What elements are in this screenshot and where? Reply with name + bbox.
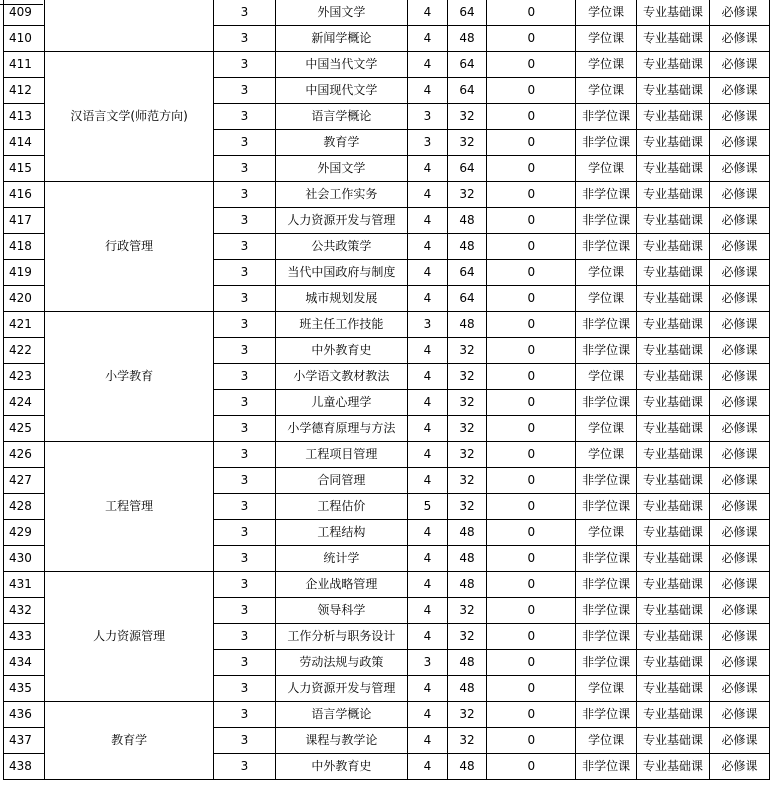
credits-cell: 4 <box>408 78 447 104</box>
degree-type-cell: 学位课 <box>576 52 637 78</box>
course-name-cell: 中国现代文学 <box>275 78 408 104</box>
row-number-cell: 428 <box>4 494 45 520</box>
hours-cell: 32 <box>447 702 487 728</box>
hours-cell: 32 <box>447 416 487 442</box>
hours-cell: 48 <box>447 546 487 572</box>
hours-cell: 64 <box>447 260 487 286</box>
row-number-cell: 417 <box>4 208 45 234</box>
term-cell: 3 <box>214 130 275 156</box>
term-cell: 3 <box>214 104 275 130</box>
credits-cell: 4 <box>408 572 447 598</box>
practice-hours-cell: 0 <box>487 260 576 286</box>
requirement-cell: 必修课 <box>710 312 770 338</box>
practice-hours-cell: 0 <box>487 416 576 442</box>
term-cell: 3 <box>214 390 275 416</box>
hours-cell: 32 <box>447 442 487 468</box>
course-category-cell: 专业基础课 <box>637 546 710 572</box>
credits-cell: 3 <box>408 312 447 338</box>
course-table-body <box>4 0 770 780</box>
credits-cell: 4 <box>408 442 447 468</box>
term-cell: 3 <box>214 364 275 390</box>
requirement-cell: 必修课 <box>710 416 770 442</box>
term-cell: 3 <box>214 676 275 702</box>
term-cell: 3 <box>214 156 275 182</box>
term-cell: 3 <box>214 208 275 234</box>
course-category-cell: 专业基础课 <box>637 26 710 52</box>
term-cell: 3 <box>214 572 275 598</box>
course-name-cell: 中外教育史 <box>275 338 408 364</box>
course-name-cell: 课程与教学论 <box>275 728 408 754</box>
requirement-cell: 必修课 <box>710 52 770 78</box>
course-category-cell: 专业基础课 <box>637 676 710 702</box>
course-category-cell: 专业基础课 <box>637 52 710 78</box>
hours-cell: 48 <box>447 676 487 702</box>
table-row <box>4 182 770 208</box>
course-category-cell: 专业基础课 <box>637 728 710 754</box>
credits-cell: 3 <box>408 650 447 676</box>
hours-cell: 48 <box>447 234 487 260</box>
degree-type-cell: 非学位课 <box>576 234 637 260</box>
practice-hours-cell: 0 <box>487 182 576 208</box>
course-category-cell: 专业基础课 <box>637 598 710 624</box>
course-category-cell: 专业基础课 <box>637 182 710 208</box>
credits-cell: 4 <box>408 624 447 650</box>
row-number-cell: 425 <box>4 416 45 442</box>
course-category-cell: 专业基础课 <box>637 312 710 338</box>
practice-hours-cell: 0 <box>487 624 576 650</box>
requirement-cell: 必修课 <box>710 182 770 208</box>
requirement-cell: 必修课 <box>710 156 770 182</box>
degree-type-cell: 非学位课 <box>576 182 637 208</box>
course-name-cell: 儿童心理学 <box>275 390 408 416</box>
credits-cell: 4 <box>408 754 447 780</box>
practice-hours-cell: 0 <box>487 208 576 234</box>
course-category-cell: 专业基础课 <box>637 78 710 104</box>
course-name-cell: 劳动法规与政策 <box>275 650 408 676</box>
hours-cell: 48 <box>447 520 487 546</box>
degree-type-cell: 非学位课 <box>576 312 637 338</box>
practice-hours-cell: 0 <box>487 286 576 312</box>
term-cell: 3 <box>214 754 275 780</box>
term-cell: 3 <box>214 494 275 520</box>
requirement-cell: 必修课 <box>710 754 770 780</box>
course-category-cell: 专业基础课 <box>637 234 710 260</box>
practice-hours-cell: 0 <box>487 546 576 572</box>
course-name-cell: 当代中国政府与制度 <box>275 260 408 286</box>
course-name-cell: 小学德育原理与方法 <box>275 416 408 442</box>
practice-hours-cell: 0 <box>487 0 576 26</box>
row-number-cell: 423 <box>4 364 45 390</box>
row-number-cell: 437 <box>4 728 45 754</box>
course-name-cell: 外国文学 <box>275 156 408 182</box>
degree-type-cell: 非学位课 <box>576 494 637 520</box>
hours-cell: 48 <box>447 26 487 52</box>
credits-cell: 3 <box>408 104 447 130</box>
degree-type-cell: 非学位课 <box>576 208 637 234</box>
row-number-cell: 436 <box>4 702 45 728</box>
credits-cell: 4 <box>408 364 447 390</box>
row-number-cell: 414 <box>4 130 45 156</box>
row-number-cell: 433 <box>4 624 45 650</box>
term-cell: 3 <box>214 0 275 26</box>
hours-cell: 32 <box>447 364 487 390</box>
course-category-cell: 专业基础课 <box>637 572 710 598</box>
practice-hours-cell: 0 <box>487 598 576 624</box>
credits-cell: 4 <box>408 182 447 208</box>
course-category-cell: 专业基础课 <box>637 364 710 390</box>
course-category-cell: 专业基础课 <box>637 520 710 546</box>
course-category-cell: 专业基础课 <box>637 650 710 676</box>
course-table <box>3 0 770 780</box>
table-row <box>4 312 770 338</box>
table-row <box>4 572 770 598</box>
requirement-cell: 必修课 <box>710 572 770 598</box>
row-number-cell: 420 <box>4 286 45 312</box>
course-name-cell: 城市规划发展 <box>275 286 408 312</box>
practice-hours-cell: 0 <box>487 702 576 728</box>
credits-cell: 4 <box>408 728 447 754</box>
degree-type-cell: 非学位课 <box>576 468 637 494</box>
requirement-cell: 必修课 <box>710 26 770 52</box>
degree-type-cell: 学位课 <box>576 286 637 312</box>
requirement-cell: 必修课 <box>710 78 770 104</box>
course-category-cell: 专业基础课 <box>637 442 710 468</box>
degree-type-cell: 学位课 <box>576 676 637 702</box>
course-name-cell: 工作分析与职务设计 <box>275 624 408 650</box>
hours-cell: 48 <box>447 650 487 676</box>
practice-hours-cell: 0 <box>487 442 576 468</box>
course-name-cell: 社会工作实务 <box>275 182 408 208</box>
requirement-cell: 必修课 <box>710 260 770 286</box>
term-cell: 3 <box>214 52 275 78</box>
course-name-cell: 中国当代文学 <box>275 52 408 78</box>
credits-cell: 4 <box>408 286 447 312</box>
term-cell: 3 <box>214 26 275 52</box>
row-number-cell: 429 <box>4 520 45 546</box>
row-number-cell: 418 <box>4 234 45 260</box>
credits-cell: 4 <box>408 390 447 416</box>
course-name-cell: 人力资源开发与管理 <box>275 676 408 702</box>
course-name-cell: 班主任工作技能 <box>275 312 408 338</box>
course-name-cell: 外国文学 <box>275 0 408 26</box>
requirement-cell: 必修课 <box>710 494 770 520</box>
degree-type-cell: 非学位课 <box>576 624 637 650</box>
major-cell: 人力资源管理 <box>44 572 213 702</box>
row-number-cell: 431 <box>4 572 45 598</box>
course-category-cell: 专业基础课 <box>637 416 710 442</box>
requirement-cell: 必修课 <box>710 520 770 546</box>
row-number-cell: 411 <box>4 52 45 78</box>
course-category-cell: 专业基础课 <box>637 754 710 780</box>
degree-type-cell: 学位课 <box>576 156 637 182</box>
degree-type-cell: 学位课 <box>576 26 637 52</box>
hours-cell: 32 <box>447 624 487 650</box>
course-name-cell: 小学语文教材教法 <box>275 364 408 390</box>
row-number-cell: 419 <box>4 260 45 286</box>
row-number-cell: 413 <box>4 104 45 130</box>
course-category-cell: 专业基础课 <box>637 0 710 26</box>
major-cell: 工程管理 <box>44 442 213 572</box>
row-number-cell: 426 <box>4 442 45 468</box>
course-name-cell: 教育学 <box>275 130 408 156</box>
course-name-cell: 企业战略管理 <box>275 572 408 598</box>
requirement-cell: 必修课 <box>710 702 770 728</box>
credits-cell: 4 <box>408 52 447 78</box>
practice-hours-cell: 0 <box>487 78 576 104</box>
course-name-cell: 语言学概论 <box>275 702 408 728</box>
practice-hours-cell: 0 <box>487 572 576 598</box>
course-name-cell: 人力资源开发与管理 <box>275 208 408 234</box>
practice-hours-cell: 0 <box>487 104 576 130</box>
hours-cell: 32 <box>447 130 487 156</box>
term-cell: 3 <box>214 702 275 728</box>
hours-cell: 64 <box>447 78 487 104</box>
row-number-cell: 410 <box>4 26 45 52</box>
practice-hours-cell: 0 <box>487 728 576 754</box>
row-number-cell: 422 <box>4 338 45 364</box>
credits-cell: 3 <box>408 130 447 156</box>
term-cell: 3 <box>214 442 275 468</box>
course-name-cell: 工程估价 <box>275 494 408 520</box>
course-category-cell: 专业基础课 <box>637 104 710 130</box>
course-category-cell: 专业基础课 <box>637 702 710 728</box>
requirement-cell: 必修课 <box>710 546 770 572</box>
requirement-cell: 必修课 <box>710 104 770 130</box>
row-number-cell: 424 <box>4 390 45 416</box>
course-category-cell: 专业基础课 <box>637 338 710 364</box>
credits-cell: 4 <box>408 156 447 182</box>
course-table-sheet <box>3 0 770 780</box>
credits-cell: 4 <box>408 26 447 52</box>
table-row <box>4 52 770 78</box>
row-number-cell: 421 <box>4 312 45 338</box>
course-name-cell: 语言学概论 <box>275 104 408 130</box>
term-cell: 3 <box>214 286 275 312</box>
degree-type-cell: 学位课 <box>576 520 637 546</box>
course-name-cell: 统计学 <box>275 546 408 572</box>
degree-type-cell: 学位课 <box>576 728 637 754</box>
term-cell: 3 <box>214 520 275 546</box>
major-cell: 教育学 <box>44 702 213 780</box>
term-cell: 3 <box>214 416 275 442</box>
major-cell <box>44 0 213 52</box>
requirement-cell: 必修课 <box>710 728 770 754</box>
degree-type-cell: 学位课 <box>576 260 637 286</box>
term-cell: 3 <box>214 650 275 676</box>
hours-cell: 48 <box>447 208 487 234</box>
course-category-cell: 专业基础课 <box>637 624 710 650</box>
term-cell: 3 <box>214 234 275 260</box>
credits-cell: 4 <box>408 468 447 494</box>
requirement-cell: 必修课 <box>710 624 770 650</box>
row-number-cell: 435 <box>4 676 45 702</box>
credits-cell: 4 <box>408 416 447 442</box>
practice-hours-cell: 0 <box>487 468 576 494</box>
practice-hours-cell: 0 <box>487 754 576 780</box>
term-cell: 3 <box>214 598 275 624</box>
table-row <box>4 0 770 26</box>
requirement-cell: 必修课 <box>710 338 770 364</box>
table-row <box>4 702 770 728</box>
hours-cell: 64 <box>447 156 487 182</box>
requirement-cell: 必修课 <box>710 650 770 676</box>
term-cell: 3 <box>214 624 275 650</box>
credits-cell: 4 <box>408 676 447 702</box>
practice-hours-cell: 0 <box>487 52 576 78</box>
hours-cell: 48 <box>447 754 487 780</box>
practice-hours-cell: 0 <box>487 312 576 338</box>
credits-cell: 4 <box>408 234 447 260</box>
term-cell: 3 <box>214 728 275 754</box>
term-cell: 3 <box>214 468 275 494</box>
practice-hours-cell: 0 <box>487 130 576 156</box>
degree-type-cell: 非学位课 <box>576 572 637 598</box>
degree-type-cell: 非学位课 <box>576 390 637 416</box>
requirement-cell: 必修课 <box>710 442 770 468</box>
degree-type-cell: 学位课 <box>576 364 637 390</box>
degree-type-cell: 非学位课 <box>576 104 637 130</box>
degree-type-cell: 学位课 <box>576 78 637 104</box>
practice-hours-cell: 0 <box>487 494 576 520</box>
practice-hours-cell: 0 <box>487 234 576 260</box>
hours-cell: 48 <box>447 572 487 598</box>
degree-type-cell: 非学位课 <box>576 130 637 156</box>
course-name-cell: 新闻学概论 <box>275 26 408 52</box>
course-name-cell: 公共政策学 <box>275 234 408 260</box>
course-name-cell: 中外教育史 <box>275 754 408 780</box>
degree-type-cell: 非学位课 <box>576 754 637 780</box>
requirement-cell: 必修课 <box>710 234 770 260</box>
hours-cell: 32 <box>447 182 487 208</box>
course-category-cell: 专业基础课 <box>637 130 710 156</box>
term-cell: 3 <box>214 312 275 338</box>
credits-cell: 5 <box>408 494 447 520</box>
row-number-cell: 430 <box>4 546 45 572</box>
hours-cell: 64 <box>447 286 487 312</box>
credits-cell: 4 <box>408 338 447 364</box>
term-cell: 3 <box>214 338 275 364</box>
term-cell: 3 <box>214 260 275 286</box>
practice-hours-cell: 0 <box>487 156 576 182</box>
hours-cell: 32 <box>447 728 487 754</box>
course-name-cell: 领导科学 <box>275 598 408 624</box>
hours-cell: 48 <box>447 312 487 338</box>
requirement-cell: 必修课 <box>710 208 770 234</box>
row-number-cell: 416 <box>4 182 45 208</box>
hours-cell: 32 <box>447 104 487 130</box>
course-category-cell: 专业基础课 <box>637 494 710 520</box>
course-category-cell: 专业基础课 <box>637 208 710 234</box>
term-cell: 3 <box>214 182 275 208</box>
row-number-cell: 438 <box>4 754 45 780</box>
practice-hours-cell: 0 <box>487 676 576 702</box>
course-category-cell: 专业基础课 <box>637 286 710 312</box>
course-category-cell: 专业基础课 <box>637 156 710 182</box>
hours-cell: 32 <box>447 494 487 520</box>
degree-type-cell: 学位课 <box>576 442 637 468</box>
course-category-cell: 专业基础课 <box>637 468 710 494</box>
credits-cell: 4 <box>408 598 447 624</box>
credits-cell: 4 <box>408 260 447 286</box>
row-number-cell: 434 <box>4 650 45 676</box>
requirement-cell: 必修课 <box>710 598 770 624</box>
row-number-cell: 427 <box>4 468 45 494</box>
requirement-cell: 必修课 <box>710 390 770 416</box>
requirement-cell: 必修课 <box>710 468 770 494</box>
hours-cell: 64 <box>447 0 487 26</box>
course-name-cell: 工程项目管理 <box>275 442 408 468</box>
degree-type-cell: 学位课 <box>576 416 637 442</box>
requirement-cell: 必修课 <box>710 676 770 702</box>
requirement-cell: 必修课 <box>710 130 770 156</box>
row-number-cell: 415 <box>4 156 45 182</box>
course-name-cell: 合同管理 <box>275 468 408 494</box>
hours-cell: 32 <box>447 598 487 624</box>
major-cell: 行政管理 <box>44 182 213 312</box>
course-category-cell: 专业基础课 <box>637 390 710 416</box>
credits-cell: 4 <box>408 702 447 728</box>
credits-cell: 4 <box>408 520 447 546</box>
practice-hours-cell: 0 <box>487 520 576 546</box>
hours-cell: 32 <box>447 390 487 416</box>
degree-type-cell: 非学位课 <box>576 546 637 572</box>
credits-cell: 4 <box>408 0 447 26</box>
major-cell: 汉语言文学(师范方向) <box>44 52 213 182</box>
major-cell: 小学教育 <box>44 312 213 442</box>
requirement-cell: 必修课 <box>710 0 770 26</box>
hours-cell: 64 <box>447 52 487 78</box>
practice-hours-cell: 0 <box>487 650 576 676</box>
hours-cell: 32 <box>447 468 487 494</box>
degree-type-cell: 非学位课 <box>576 338 637 364</box>
term-cell: 3 <box>214 78 275 104</box>
degree-type-cell: 非学位课 <box>576 650 637 676</box>
course-category-cell: 专业基础课 <box>637 260 710 286</box>
requirement-cell: 必修课 <box>710 286 770 312</box>
row-number-cell: 412 <box>4 78 45 104</box>
practice-hours-cell: 0 <box>487 364 576 390</box>
hours-cell: 32 <box>447 338 487 364</box>
course-name-cell: 工程结构 <box>275 520 408 546</box>
term-cell: 3 <box>214 546 275 572</box>
degree-type-cell: 非学位课 <box>576 598 637 624</box>
table-row <box>4 442 770 468</box>
degree-type-cell: 学位课 <box>576 0 637 26</box>
row-number-cell: 409 <box>4 0 45 26</box>
requirement-cell: 必修课 <box>710 364 770 390</box>
practice-hours-cell: 0 <box>487 26 576 52</box>
practice-hours-cell: 0 <box>487 390 576 416</box>
row-number-cell: 432 <box>4 598 45 624</box>
credits-cell: 4 <box>408 546 447 572</box>
practice-hours-cell: 0 <box>487 338 576 364</box>
degree-type-cell: 非学位课 <box>576 702 637 728</box>
credits-cell: 4 <box>408 208 447 234</box>
